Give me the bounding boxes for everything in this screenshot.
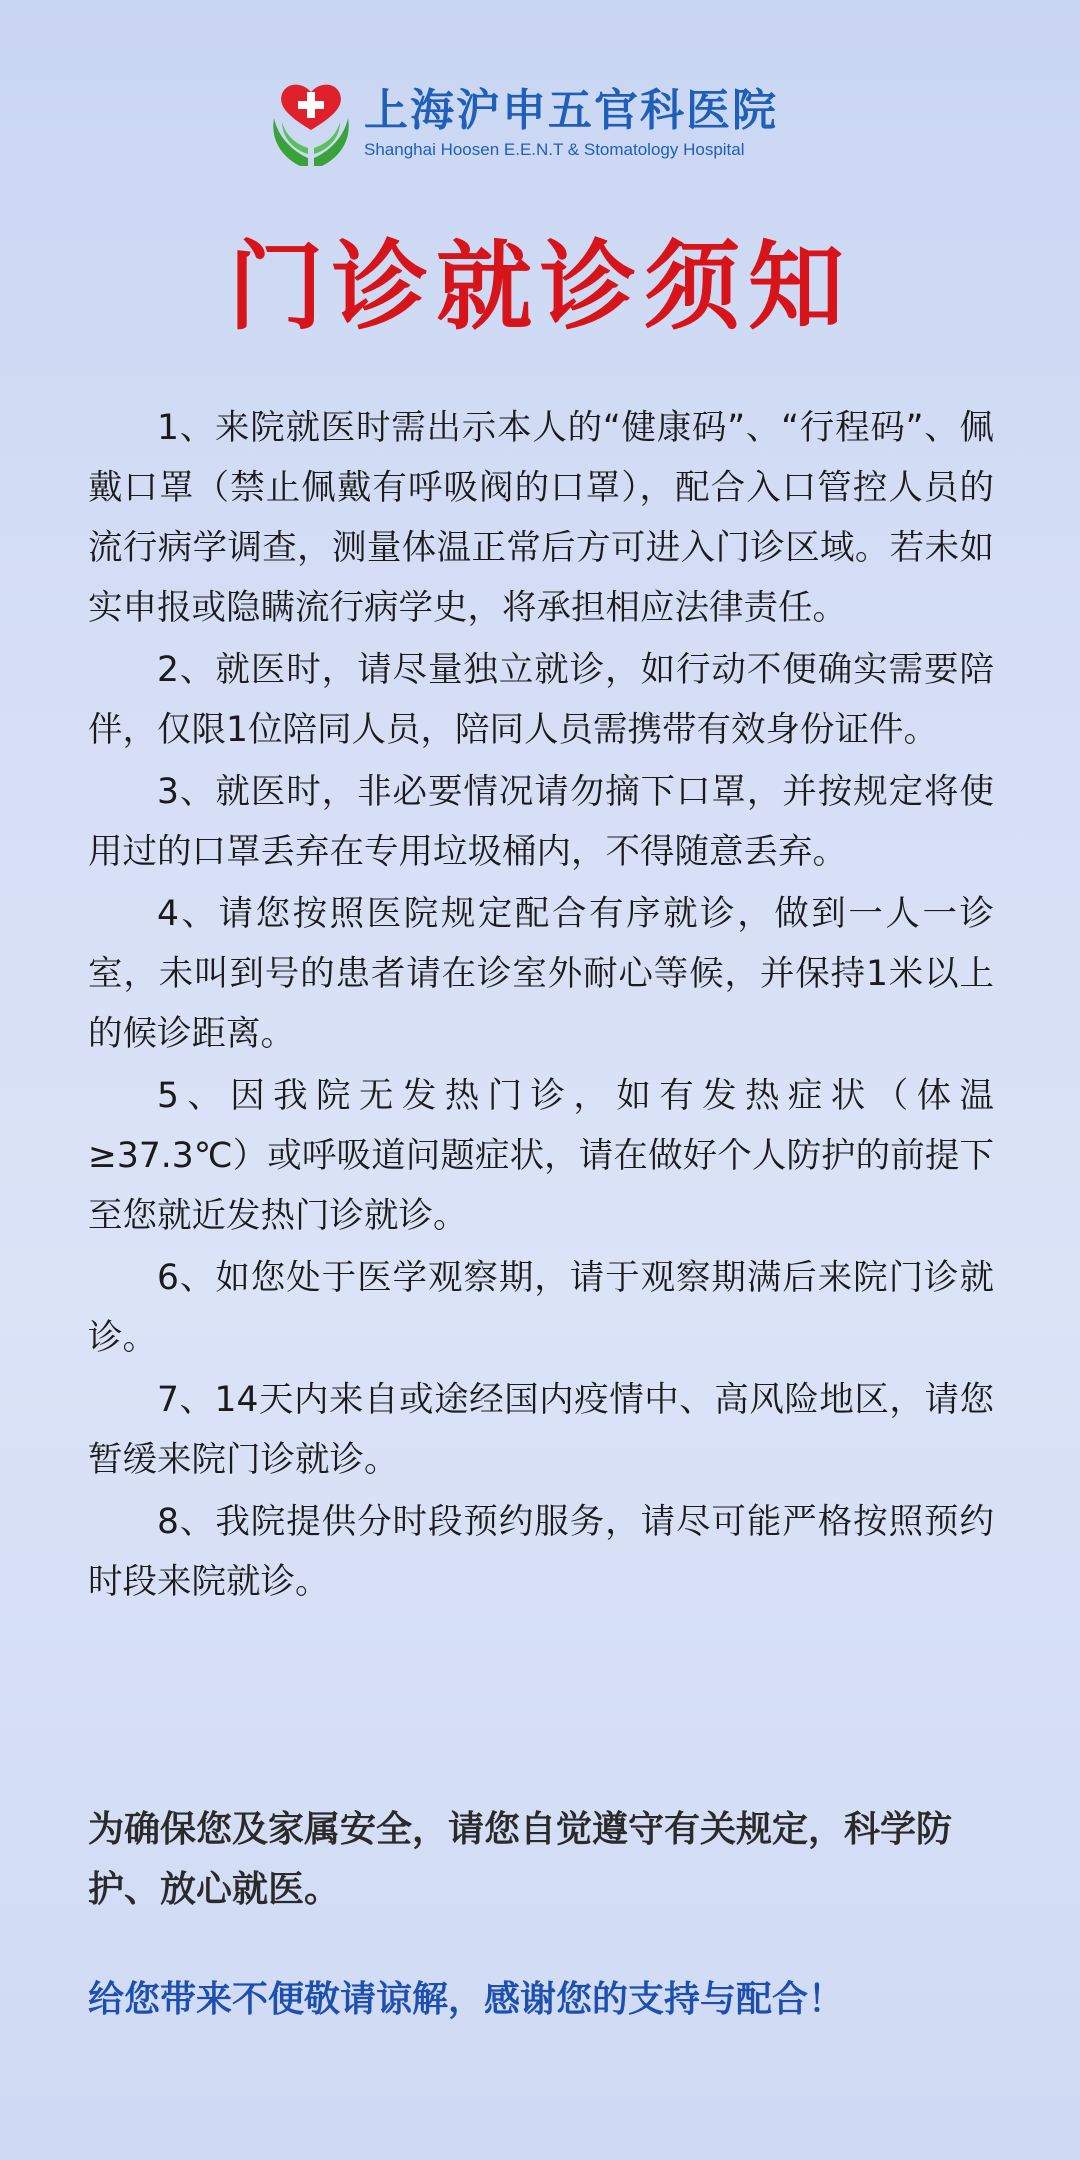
notice-item-4: 4、请您按照医院规定配合有序就诊，做到一人一诊室，未叫到号的患者请在诊室外耐心等候，并保持1米以上的候诊距离。	[88, 894, 994, 1054]
notice-list	[88, 398, 994, 1614]
closing-statement: 为确保您及家属安全，请您自觉遵守有关规定，科学防护、放心就医。	[88, 1809, 953, 1910]
notice-item-5: 5、因我院无发热门诊，如有发热症状（体温≥37.3℃）或呼吸道问题症状，请在做好个人防护的前提下至您就近发热门诊就诊。	[88, 1076, 994, 1236]
notice-item-1: 1、来院就医时需出示本人的“健康码”、“行程码”、佩戴口罩（禁止佩戴有呼吸阀的口罩），配合入口管控人员的流行病学调查，测量体温正常后方可进入门诊区域。若未如实申报或隐瞒流行病学史，将承担相应法律责任。	[88, 408, 994, 628]
hospital-name-cn: 上海沪申五官科医院	[364, 85, 778, 136]
hospital-header	[268, 78, 778, 168]
notice-item-3: 3、就医时，非必要情况请勿摘下口罩，并按规定将使用过的口罩丢弃在专用垃圾桶内，不得随意丢弃。	[88, 772, 994, 872]
hospital-name-block	[364, 85, 778, 161]
thanks-statement: 给您带来不便敬请谅解，感谢您的支持与配合！	[88, 1979, 845, 2020]
notice-item-6: 6、如您处于医学观察期，请于观察期满后来院门诊就诊。	[88, 1258, 994, 1358]
page-title: 门诊就诊须知	[228, 231, 852, 343]
hospital-name-en: Shanghai Hoosen E.E.N.T & Stomatology Hospital	[364, 140, 745, 159]
notice-item-8: 8、我院提供分时段预约服务，请尽可能严格按照预约时段来院就诊。	[88, 1502, 994, 1602]
hospital-cross-hands-logo-icon	[268, 78, 354, 168]
notice-item-2: 2、就医时，请尽量独立就诊，如行动不便确实需要陪伴，仅限1位陪同人员，陪同人员需携带有效身份证件。	[88, 650, 994, 750]
notice-item-7: 7、14天内来自或途经国内疫情中、高风险地区，请您暂缓来院门诊就诊。	[88, 1380, 994, 1480]
